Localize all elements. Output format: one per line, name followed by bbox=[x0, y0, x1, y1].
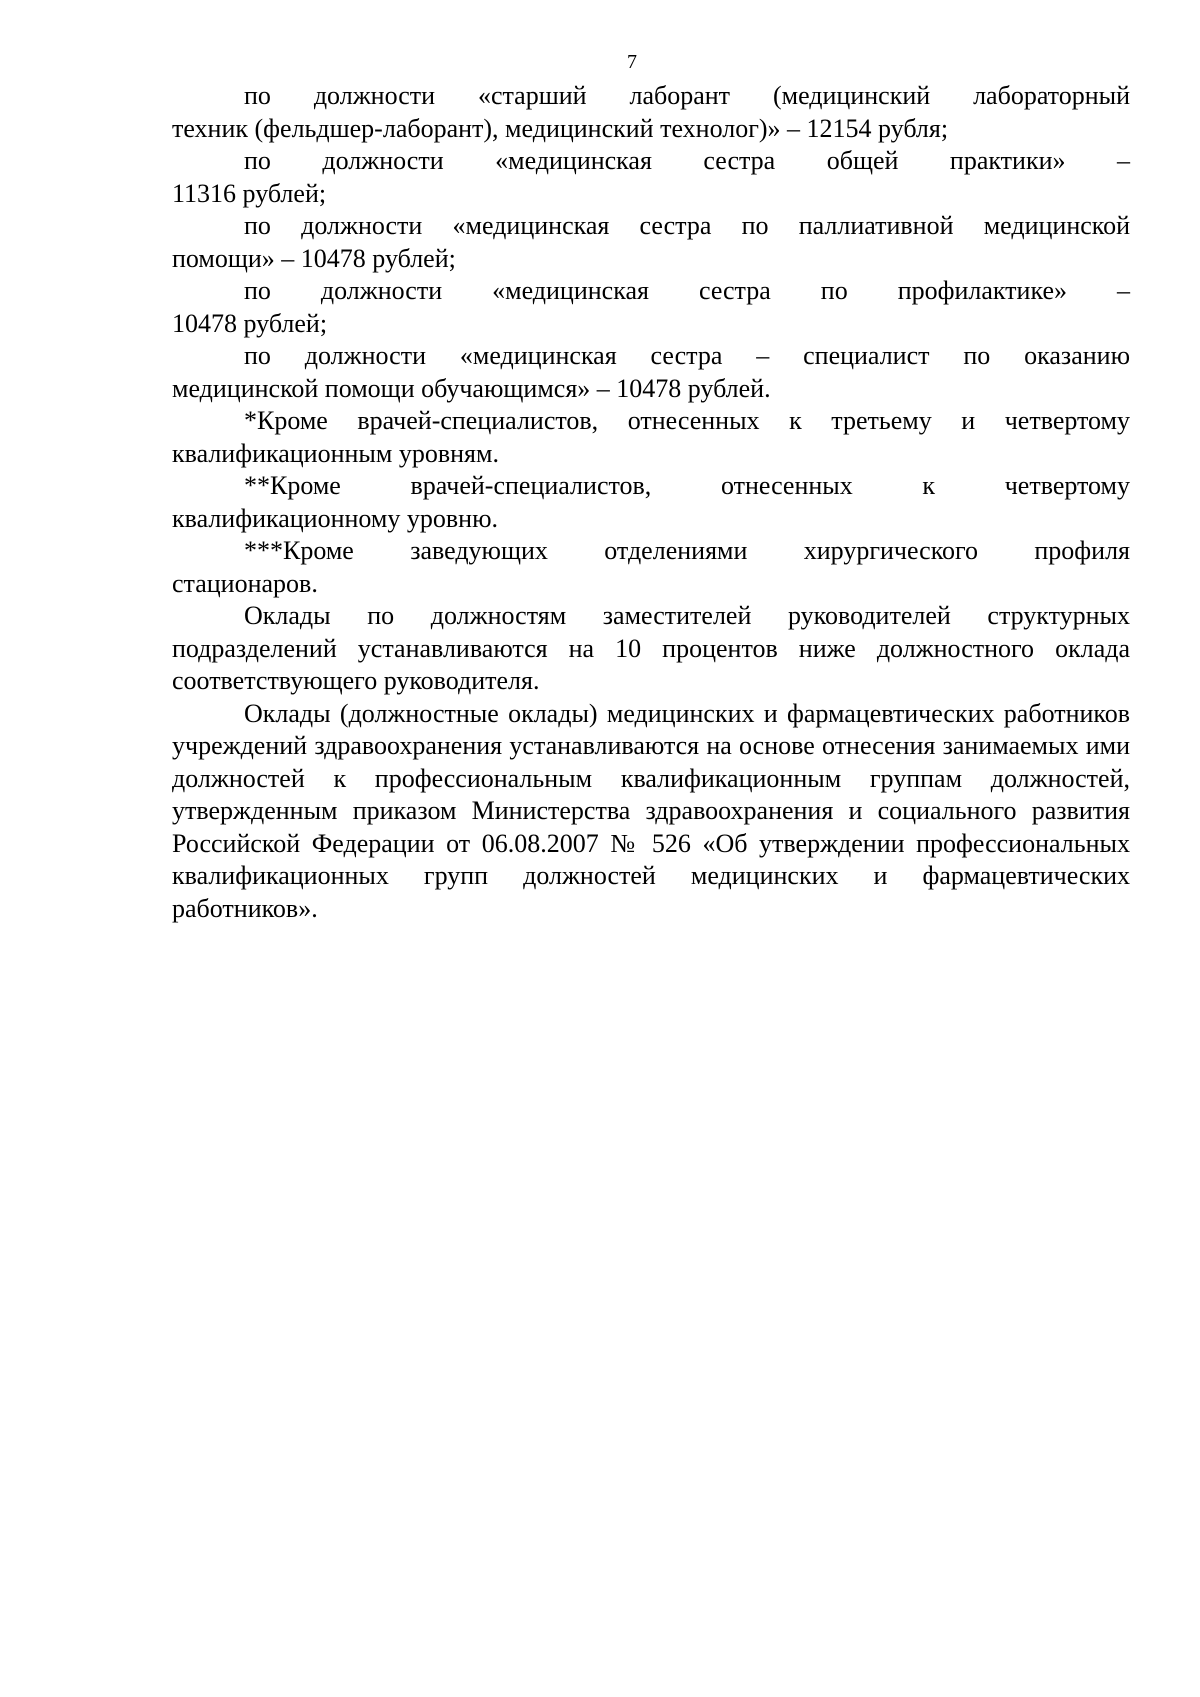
paragraph-line: по должности «медицинская сестра – специалист по оказанию bbox=[244, 341, 1130, 370]
footnote-three-asterisks bbox=[172, 535, 1130, 600]
footnote-one-asterisk bbox=[172, 405, 1130, 470]
paragraph-line: стационаров. bbox=[172, 568, 318, 598]
paragraph-line: 11316 рублей; bbox=[172, 178, 327, 208]
paragraph-deputy-salaries: Оклады по должностям заместителей руководителей структурных подразделений устанавливаются на 10 процентов ниже должностного оклада соответствующего руководителя. bbox=[172, 601, 1130, 695]
paragraph-line: 10478 рублей; bbox=[172, 308, 328, 338]
paragraph-line: ***Кроме заведующих отделениями хирургического профиля bbox=[244, 536, 1130, 565]
paragraph-line: **Кроме врачей-специалистов, отнесенных к четвертому bbox=[244, 471, 1130, 500]
paragraph-general-practice-nurse bbox=[172, 145, 1130, 210]
paragraph-line: квалификационному уровню. bbox=[172, 503, 498, 533]
paragraph-palliative-nurse bbox=[172, 210, 1130, 275]
page-number: 7 bbox=[627, 51, 637, 73]
paragraph-line: по должности «старший лаборант (медицинский лабораторный bbox=[244, 81, 1130, 110]
paragraph-senior-lab-assistant bbox=[172, 80, 1130, 145]
paragraph-line: по должности «медицинская сестра по паллиативной медицинской bbox=[244, 211, 1130, 240]
paragraph-line: по должности «медицинская сестра по профилактике» – bbox=[244, 276, 1130, 305]
paragraph-prevention-nurse bbox=[172, 275, 1130, 340]
paragraph-line: квалификационным уровням. bbox=[172, 438, 499, 468]
footnote-two-asterisks bbox=[172, 470, 1130, 535]
paragraph-line: *Кроме врачей-специалистов, отнесенных к третьему и четвертому bbox=[244, 406, 1130, 435]
paragraph-student-care-nurse bbox=[172, 340, 1130, 405]
paragraph-salary-basis: Оклады (должностные оклады) медицинских и фармацевтических работников учреждений здравоохранения устанавливаются на основе отнесения занимаемых ими должностей к профессиональным квалификационным группам должностей, утвержденным приказом Министерства здравоохранения и социального развития Российской Федерации от 06.08.2007 № 526 «Об утверждении профессиональных квалификационных групп должностей медицинских и фармацевтических работников». bbox=[172, 698, 1130, 923]
paragraph-line: техник (фельдшер-лаборант), медицинский технолог)» – 12154 рубля; bbox=[172, 113, 949, 143]
paragraph-line: помощи» – 10478 рублей; bbox=[172, 243, 456, 273]
paragraph-line: по должности «медицинская сестра общей практики» – bbox=[244, 146, 1130, 175]
paragraph-line: медицинской помощи обучающимся» – 10478 рублей. bbox=[172, 373, 771, 403]
document-body bbox=[172, 80, 1130, 925]
